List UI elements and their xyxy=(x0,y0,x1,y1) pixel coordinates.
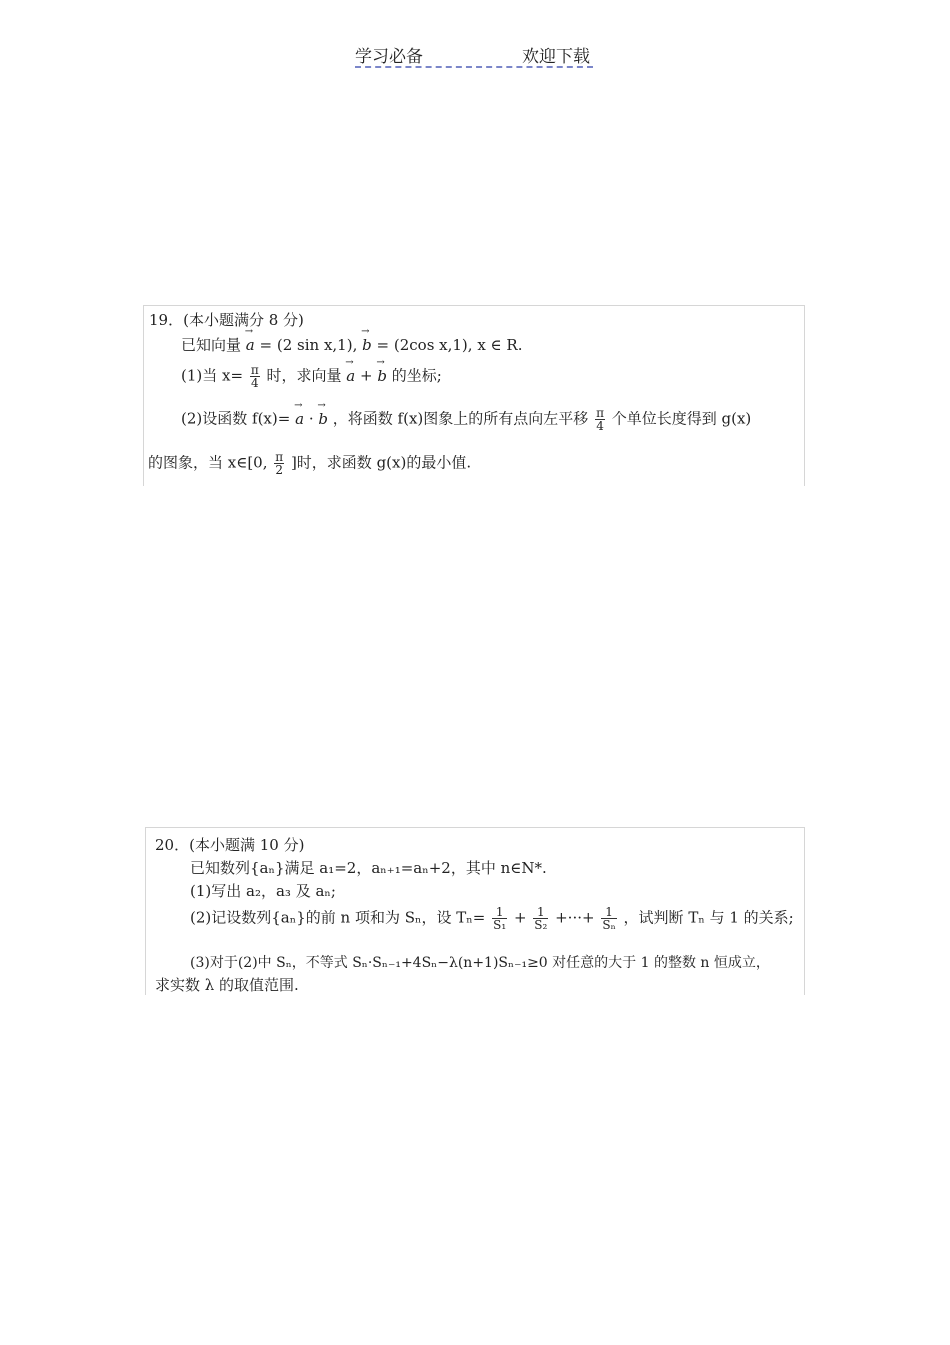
fraction-denominator: Sₙ xyxy=(602,918,616,932)
q19-part2 xyxy=(181,407,751,432)
q20-part3: (3)对于(2)中 Sₙ，不等式 Sₙ·Sₙ₋₁+4Sₙ−λ(n+1)Sₙ₋₁≥0 对任意的大于 1 的整数 n 恒成立， xyxy=(190,955,770,971)
q19-vector-a-def: = (2 sin x,1), xyxy=(259,336,358,354)
q20-part3-continued: 求实数 λ 的取值范围. xyxy=(155,976,299,994)
ellipsis-sum: +···+ xyxy=(555,908,595,927)
q19-part1 xyxy=(181,364,442,389)
vector-a: → a xyxy=(295,410,304,428)
q19-part2-cont-suffix: ]时，求函数 g(x)的最小值. xyxy=(290,453,472,472)
q20-part1: (1)写出 a₂，a₃ 及 aₙ; xyxy=(190,882,336,900)
q19-part1-suffix: 的坐标; xyxy=(391,366,442,385)
fraction-numerator: 1 xyxy=(601,906,616,919)
fraction-numerator: 1 xyxy=(533,906,548,919)
fraction-denominator: S₁ xyxy=(493,918,507,932)
q19-title: 19．(本小题满分 8 分) xyxy=(149,311,304,329)
fraction-1-over-sn xyxy=(601,906,616,931)
vector-b: → b xyxy=(318,410,328,428)
fraction-1-over-s1 xyxy=(492,906,507,931)
fraction-1-over-s2 xyxy=(533,906,548,931)
fraction-pi-over-4 xyxy=(595,407,605,432)
fraction-pi-over-2 xyxy=(274,451,284,476)
plus-sign: + xyxy=(360,366,373,385)
question-19-box xyxy=(143,305,805,486)
q19-given-vectors xyxy=(181,334,522,355)
q20-given-sequence: 已知数列{aₙ}满足 a₁=2，aₙ₊₁=aₙ+2，其中 n∈N*. xyxy=(190,859,547,877)
fraction-denominator: S₂ xyxy=(534,918,548,932)
header-right-text: 欢迎下载 xyxy=(522,47,590,67)
fraction-numerator: π xyxy=(596,406,604,420)
vector-a: → a xyxy=(346,367,355,385)
q20-part2 xyxy=(190,906,794,931)
q19-part2-suffix: 个单位长度得到 g(x) xyxy=(611,409,752,428)
q20-title: 20．(本小题满 10 分) xyxy=(155,836,305,854)
q19-part2-continued xyxy=(148,451,471,476)
q19-part1-middle: 时，求向量 xyxy=(266,366,342,385)
page-header xyxy=(355,40,593,68)
q20-part2-prefix: (2)记设数列{aₙ}的前 n 项和为 Sₙ，设 Tₙ= xyxy=(190,908,486,927)
q19-part2-cont-prefix: 的图象，当 x∈[0, xyxy=(148,453,268,472)
fraction-denominator: 2 xyxy=(275,463,284,477)
vector-a: → a xyxy=(246,336,255,354)
plus-sign: + xyxy=(513,908,527,927)
dot-operator: · xyxy=(308,409,314,428)
q19-part2-prefix: (2)设函数 f(x)= xyxy=(181,409,291,428)
fraction-denominator: 4 xyxy=(596,419,604,433)
fraction-numerator: 1 xyxy=(492,906,507,919)
vector-b: → b xyxy=(377,367,387,385)
fraction-numerator: π xyxy=(250,363,259,377)
question-20-box xyxy=(145,827,805,995)
q19-part2-middle: ，将函数 f(x)图象上的所有点向左平移 xyxy=(332,409,589,428)
fraction-numerator: π xyxy=(275,450,284,464)
header-left-text: 学习必备 xyxy=(355,47,423,67)
q19-part1-prefix: (1)当 x= xyxy=(181,366,244,385)
fraction-pi-over-4 xyxy=(250,364,260,389)
q19-given-prefix: 已知向量 xyxy=(181,336,242,354)
q20-part2-suffix: ，试判断 Tₙ 与 1 的关系; xyxy=(623,908,794,927)
fraction-denominator: 4 xyxy=(250,376,259,390)
q19-vector-b-def: = (2cos x,1), x ∈ R. xyxy=(376,336,523,354)
vector-b: → b xyxy=(362,336,372,354)
